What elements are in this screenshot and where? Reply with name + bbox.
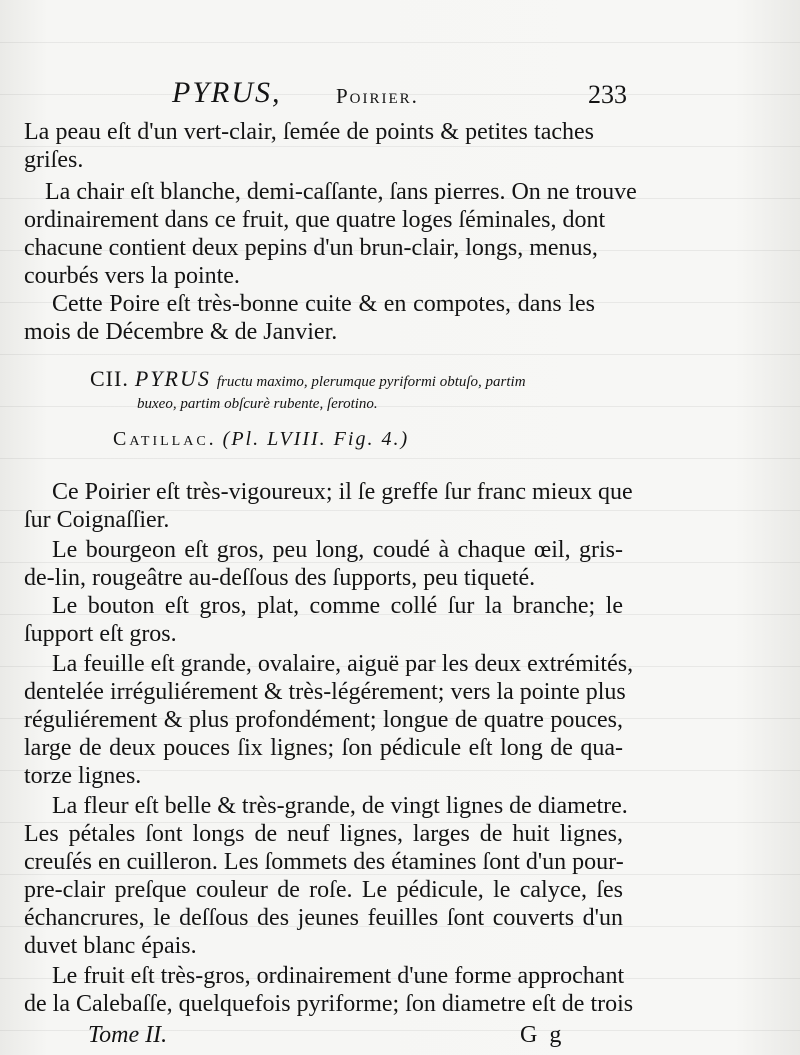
- text-line: dentelée irréguliérement & très-légérement; vers la pointe plus: [24, 679, 626, 705]
- text-line: large de deux pouces ſix lignes; ſon pédicule eſt long de qua-: [24, 735, 623, 761]
- text-line: ordinairement dans ce fruit, que quatre loges ſéminales, dont: [24, 207, 606, 233]
- text-line: Le bourgeon eſt gros, peu long, coudé à chaque œil, gris-: [52, 537, 623, 563]
- species-heading: [90, 366, 610, 392]
- text-line: chacune contient deux pepins d'un brun-clair, longs, menus,: [24, 235, 598, 261]
- text-line: de la Calebaſſe, quelquefois pyriforme; ſon diametre eſt de trois: [24, 991, 634, 1017]
- text-line: mois de Décembre & de Janvier.: [24, 319, 338, 345]
- species-genus: PYRUS: [134, 366, 211, 391]
- text-line: Le fruit eſt très-gros, ordinairement d'une forme approchant: [52, 963, 625, 989]
- species-description-continued: buxeo, partim obſcurè rubente, ſerotino.: [137, 396, 378, 412]
- text-line: Le bouton eſt gros, plat, comme collé ſur la branche; le: [52, 593, 623, 619]
- variety-heading: [113, 428, 409, 451]
- text-line: La chair eſt blanche, demi-caſſante, ſans pierres. On ne trouve: [45, 179, 637, 205]
- header-common-name: Poirier.: [336, 84, 419, 108]
- text-line: réguliérement & plus profondément; longue de quatre pouces,: [24, 707, 623, 733]
- text-line: Ce Poirier eſt très-vigoureux; il ſe greffe ſur franc mieux que: [52, 479, 633, 505]
- text-line: de-lin, rougeâtre au-deſſous des ſupports, peu tiqueté.: [24, 565, 536, 591]
- text-line: duvet blanc épais.: [24, 933, 197, 959]
- species-number: CII.: [90, 366, 129, 391]
- header-genus: PYRUS,: [172, 76, 282, 109]
- text-line: échancrures, le deſſous des jeunes feuilles ſont couverts d'un: [24, 905, 623, 931]
- text-line: La fleur eſt belle & très-grande, de vingt lignes de diametre.: [52, 793, 628, 819]
- species-description: fructu maximo, plerumque pyriformi obtuſo, partim: [216, 374, 526, 390]
- text-line: Les pétales ſont longs de neuf lignes, larges de huit lignes,: [24, 821, 623, 847]
- text-line: La peau eſt d'un vert-clair, ſemée de points & petites taches: [24, 119, 594, 145]
- text-line: Cette Poire eſt très-bonne cuite & en compotes, dans les: [52, 291, 595, 317]
- running-header: [172, 76, 627, 112]
- text-line: torze lignes.: [24, 763, 142, 789]
- text-line: ſur Coignaſſier.: [24, 507, 170, 533]
- text-line: griſes.: [24, 147, 84, 173]
- text-line: La feuille eſt grande, ovalaire, aiguë par les deux extrémités,: [52, 651, 634, 677]
- signature-mark: G g: [520, 1022, 565, 1048]
- text-line: courbés vers la pointe.: [24, 263, 240, 289]
- text-line: pre-clair preſque couleur de roſe. Le pédicule, le calyce, ſes: [24, 877, 623, 903]
- text-line: creuſés en cuilleron. Les ſommets des étamines ſont d'un pour-: [24, 849, 624, 875]
- text-line: ſupport eſt gros.: [24, 621, 177, 647]
- page-number: 233: [588, 80, 627, 109]
- volume-label: Tome II.: [88, 1022, 168, 1048]
- plate-reference: (Pl. LVIII. Fig. 4.): [222, 428, 410, 450]
- variety-name: Catillac.: [113, 428, 217, 450]
